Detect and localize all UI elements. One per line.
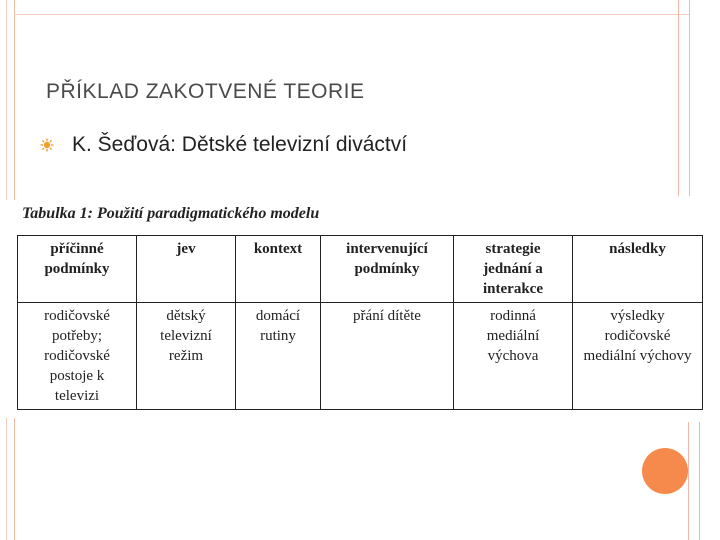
table-cell bbox=[454, 303, 573, 410]
cell-line: rodinná bbox=[490, 308, 536, 324]
bullet-text: K. Šeďová: Dětské televizní diváctví bbox=[72, 133, 408, 156]
orange-circle-decoration bbox=[642, 448, 688, 494]
cell-line: domácí bbox=[255, 308, 301, 324]
frame-line-bottom-right bbox=[688, 422, 700, 540]
header-line: jednání a bbox=[483, 261, 543, 277]
cell-line: rodičovské bbox=[44, 308, 110, 324]
header-line: jev bbox=[176, 241, 196, 257]
header-line: kontext bbox=[253, 241, 303, 257]
header-cell bbox=[454, 236, 573, 303]
cell-line: mediální výchovy bbox=[583, 348, 692, 364]
frame-line-top-right bbox=[678, 0, 690, 196]
header-cell bbox=[321, 236, 454, 303]
header-line: strategie bbox=[485, 241, 541, 257]
cell-line: rutiny bbox=[260, 328, 296, 344]
cell-line: mediální bbox=[486, 328, 540, 344]
table-cell bbox=[321, 303, 454, 410]
cell-line: rodičovské bbox=[604, 328, 671, 344]
header-line: podmínky bbox=[44, 261, 110, 277]
header-cell bbox=[18, 236, 137, 303]
frame-line-top-left bbox=[0, 0, 15, 200]
header-line: příčinné bbox=[50, 241, 104, 257]
cell-line: režim bbox=[168, 348, 204, 364]
slide-title: PŘÍKLAD ZAKOTVENÉ TEORIE bbox=[46, 80, 365, 103]
frame-line-top bbox=[14, 0, 690, 15]
header-line: intervenující bbox=[346, 241, 428, 257]
header-line: interakce bbox=[483, 281, 543, 297]
paradigm-table bbox=[17, 235, 703, 410]
table-header-row bbox=[18, 236, 703, 303]
frame-line-bottom-left bbox=[0, 418, 15, 540]
header-cell bbox=[573, 236, 703, 303]
table-cell bbox=[18, 303, 137, 410]
header-line: následky bbox=[609, 241, 666, 257]
table-caption: Tabulka 1: Použití paradigmatického modelu bbox=[22, 205, 320, 222]
header-cell bbox=[137, 236, 236, 303]
cell-line: televizi bbox=[54, 388, 100, 404]
cell-line: potřeby; bbox=[52, 328, 102, 344]
cell-line: přání dítěte bbox=[353, 308, 421, 324]
table-cell bbox=[573, 303, 703, 410]
cell-line: rodičovské bbox=[44, 348, 110, 364]
header-line: podmínky bbox=[354, 261, 420, 277]
cell-line: výsledky bbox=[610, 308, 665, 324]
table-cell bbox=[236, 303, 321, 410]
header-cell bbox=[236, 236, 321, 303]
cell-line: televizní bbox=[160, 328, 212, 344]
cell-line: postoje k bbox=[49, 368, 105, 384]
bullet-item bbox=[40, 133, 407, 157]
table-row bbox=[18, 303, 703, 410]
sun-bullet-icon bbox=[40, 138, 54, 152]
cell-line: výchova bbox=[487, 348, 539, 364]
cell-line: dětský bbox=[166, 308, 206, 324]
table-cell bbox=[137, 303, 236, 410]
